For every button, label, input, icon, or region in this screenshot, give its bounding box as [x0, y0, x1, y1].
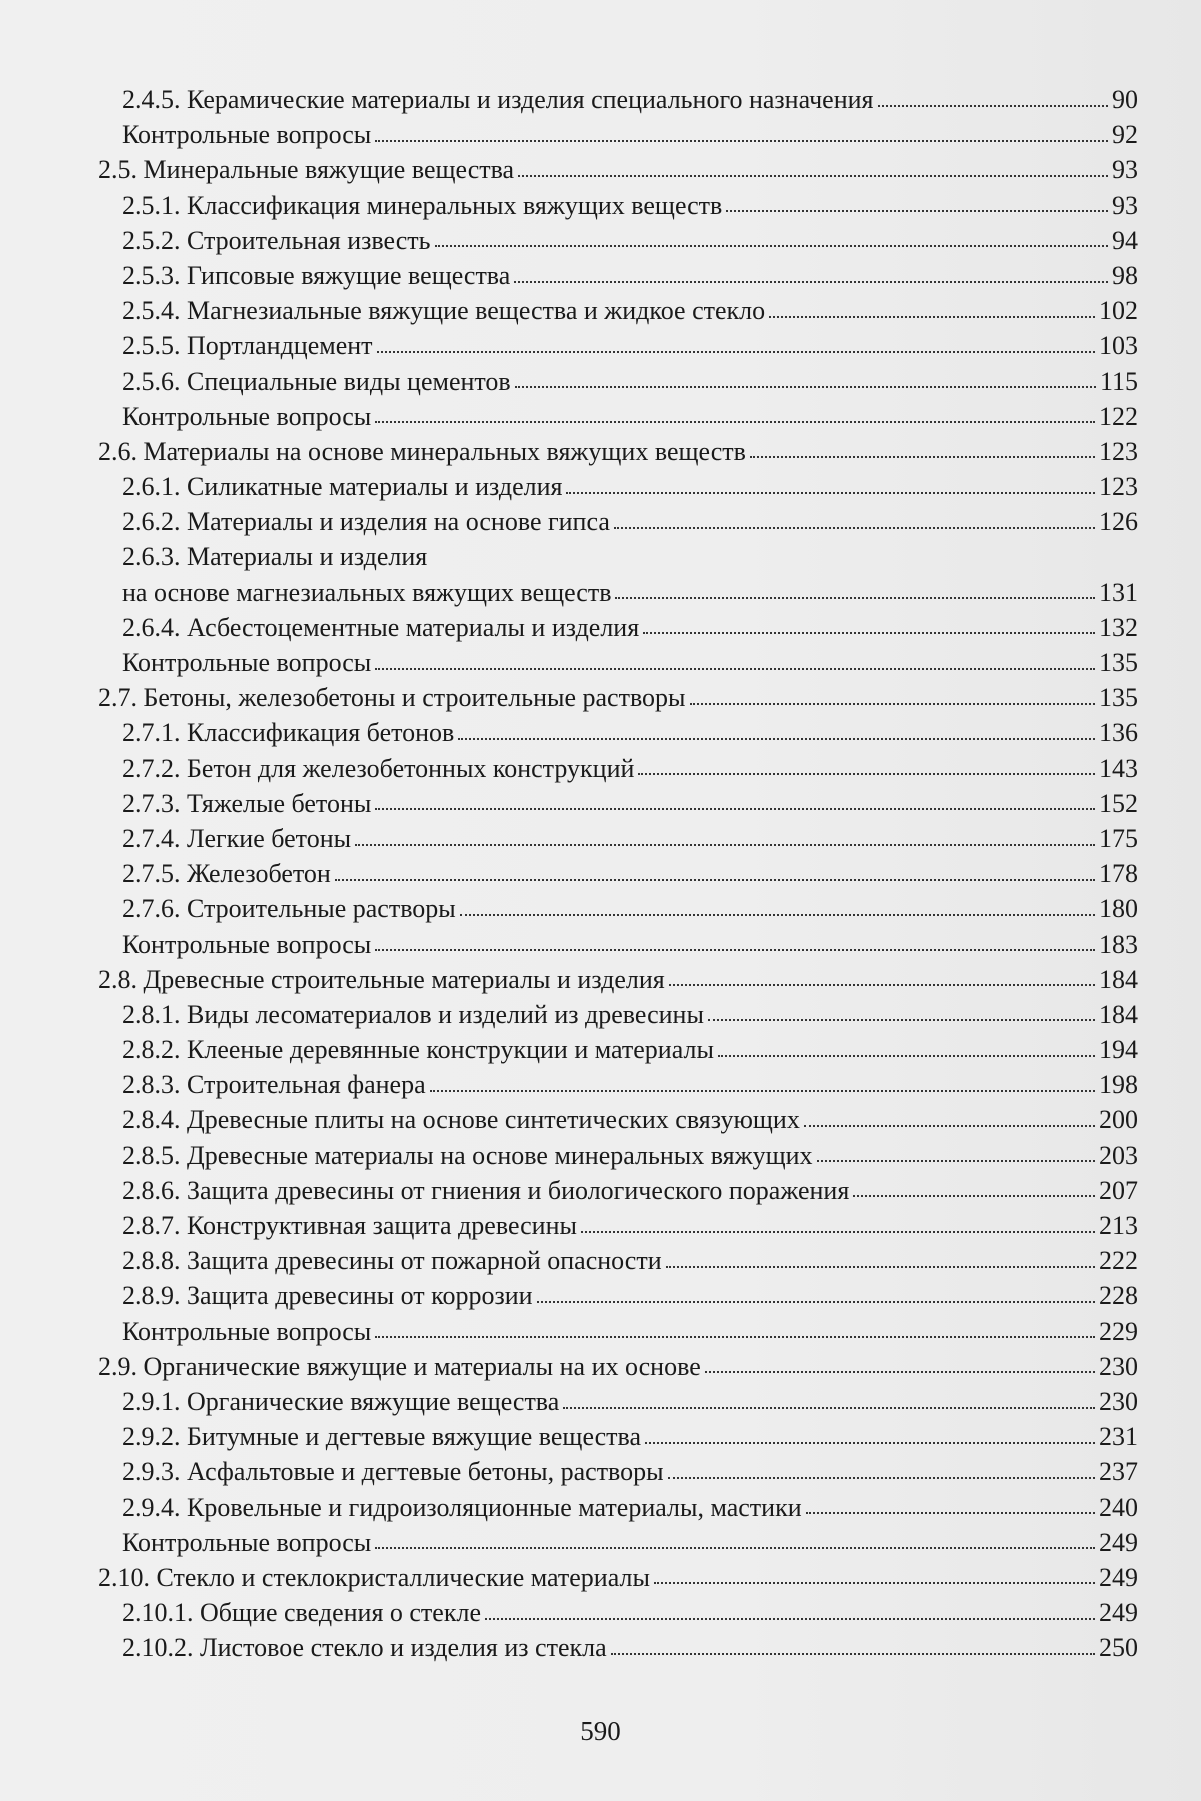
toc-entry-page: 184: [1099, 999, 1138, 1029]
page-number: 590: [580, 1716, 621, 1746]
toc-entry-page: 231: [1099, 1422, 1138, 1452]
dot-leader: [705, 1371, 1095, 1373]
toc-entry-title: 2.8.9. Защита древесины от коррозии: [122, 1281, 533, 1311]
toc-entry-page: 94: [1112, 225, 1138, 255]
toc-entry-title: Контрольные вопросы: [122, 1527, 372, 1557]
toc-entry-title: 2.9.1. Органические вяжущие вещества: [122, 1386, 560, 1416]
dot-leader: [611, 1653, 1095, 1655]
toc-entry-title: 2.8.8. Защита древесины от пожарной опасности: [122, 1246, 662, 1276]
toc-entry: [98, 223, 1138, 258]
dot-leader: [518, 175, 1108, 177]
toc-entry-title: 2.6. Материалы на основе минеральных вяжущих веществ: [98, 436, 746, 466]
toc-entry: [98, 364, 1138, 399]
toc-entry: [98, 856, 1138, 891]
toc-entry-page: 228: [1099, 1281, 1138, 1311]
toc-entry-title: 2.7. Бетоны, железобетоны и строительные растворы: [98, 683, 686, 713]
dot-leader: [638, 773, 1095, 775]
toc-entry-title: 2.7.1. Классификация бетонов: [122, 718, 455, 748]
toc-entry-title: 2.5.4. Магнезиальные вяжущие вещества и жидкое стекло: [122, 296, 766, 326]
dot-leader: [878, 105, 1109, 107]
toc-entry-page: 180: [1099, 894, 1138, 924]
toc-entry-title: на основе магнезиальных вяжущих веществ: [122, 577, 612, 607]
dot-leader: [669, 984, 1095, 986]
dot-leader: [375, 1336, 1095, 1338]
dot-leader: [718, 1055, 1095, 1057]
toc-entry: [98, 997, 1138, 1032]
toc-entry: [98, 1454, 1138, 1489]
toc-entry: [98, 1173, 1138, 1208]
toc-entry-page: 249: [1099, 1598, 1138, 1628]
toc-entry-page: 102: [1099, 296, 1138, 326]
toc-entry: [98, 258, 1138, 293]
dot-leader: [485, 1618, 1095, 1620]
toc-entry-page: 249: [1099, 1562, 1138, 1592]
toc-entry: [98, 1560, 1138, 1595]
toc-entry: [98, 610, 1138, 645]
dot-leader: [581, 1231, 1095, 1233]
toc-entry-page: 126: [1099, 507, 1138, 537]
toc-entry-title: 2.7.6. Строительные растворы: [122, 894, 456, 924]
toc-entry-page: 194: [1099, 1035, 1138, 1065]
toc-entry: [98, 328, 1138, 363]
toc-entry-title: 2.10. Стекло и стеклокристаллические материалы: [98, 1562, 650, 1592]
toc-entry: [98, 1138, 1138, 1173]
toc-entry-title: 2.5.3. Гипсовые вяжущие вещества: [122, 260, 511, 290]
toc-entry-title: 2.8.6. Защита древесины от гниения и биологического поражения: [122, 1175, 850, 1205]
toc-entry-title: 2.5.5. Портландцемент: [122, 331, 373, 361]
toc-entry-title: 2.8.4. Древесные плиты на основе синтетических связующих: [122, 1105, 800, 1135]
dot-leader: [817, 1160, 1095, 1162]
toc-entry-title: Контрольные вопросы: [122, 120, 372, 150]
toc-entry-title: 2.6.3. Материалы и изделия: [122, 542, 428, 572]
toc-entry: [98, 188, 1138, 223]
toc-entry-page: 123: [1099, 436, 1138, 466]
table-of-contents: [98, 82, 1138, 1665]
dot-leader: [375, 949, 1095, 951]
toc-entry: [98, 293, 1138, 328]
dot-leader: [804, 1125, 1095, 1127]
toc-entry-title: 2.5.1. Классификация минеральных вяжущих веществ: [122, 190, 723, 220]
toc-entry-title: 2.9. Органические вяжущие и материалы на их основе: [98, 1351, 701, 1381]
toc-entry: [98, 575, 1138, 610]
toc-entry-title: 2.8.2. Клееные деревянные конструкции и материалы: [122, 1035, 714, 1065]
toc-entry-page: 135: [1099, 648, 1138, 677]
toc-entry-title: Контрольные вопросы: [122, 929, 372, 959]
toc-entry-page: 250: [1099, 1633, 1138, 1663]
toc-entry-page: 143: [1099, 753, 1138, 783]
toc-entry-title: 2.7.4. Легкие бетоны: [122, 823, 352, 853]
dot-leader: [563, 1407, 1095, 1409]
toc-entry-page: 240: [1099, 1492, 1138, 1522]
toc-entry: [98, 152, 1138, 187]
toc-entry-title: 2.6.2. Материалы и изделия на основе гипса: [122, 507, 610, 537]
toc-entry-page: 92: [1112, 120, 1138, 150]
toc-entry-page: 178: [1099, 859, 1138, 889]
toc-entry-title: 2.5.2. Строительная известь: [122, 225, 431, 255]
dot-leader: [614, 527, 1095, 529]
toc-entry-title: 2.9.3. Асфальтовые и дегтевые бетоны, растворы: [122, 1457, 664, 1487]
toc-entry-page: 90: [1112, 85, 1138, 114]
dot-leader: [458, 738, 1095, 740]
dot-leader: [666, 1266, 1095, 1268]
dot-leader: [375, 1547, 1095, 1549]
toc-entry-title: 2.9.2. Битумные и дегтевые вяжущие вещества: [122, 1422, 642, 1452]
toc-entry: [98, 1419, 1138, 1454]
toc-entry-page: 131: [1099, 577, 1138, 607]
dot-leader: [654, 1582, 1095, 1584]
toc-entry-title: 2.6.1. Силикатные материалы и изделия: [122, 472, 563, 502]
toc-entry: [98, 751, 1138, 786]
toc-entry-page: 103: [1099, 331, 1138, 361]
toc-entry-page: 237: [1099, 1457, 1138, 1487]
toc-entry: [98, 504, 1138, 539]
toc-entry-page: 122: [1099, 401, 1138, 431]
toc-entry: [98, 786, 1138, 821]
dot-leader: [566, 492, 1095, 494]
toc-entry: [98, 1102, 1138, 1137]
toc-entry: [98, 1630, 1138, 1665]
toc-entry-title: 2.8.1. Виды лесоматериалов и изделий из древесины: [122, 999, 704, 1029]
toc-entry-page: 230: [1099, 1351, 1138, 1381]
toc-entry: [98, 1349, 1138, 1384]
dot-leader: [355, 844, 1095, 846]
toc-entry-page: 98: [1112, 260, 1138, 290]
dot-leader: [430, 1090, 1095, 1092]
toc-entry-title: 2.9.4. Кровельные и гидроизоляционные материалы, мастики: [122, 1492, 802, 1522]
dot-leader: [645, 1442, 1095, 1444]
toc-entry-page: 183: [1099, 929, 1138, 959]
toc-entry: [98, 645, 1138, 680]
toc-entry-page: 93: [1112, 190, 1138, 220]
dot-leader: [806, 1512, 1095, 1514]
dot-leader: [690, 703, 1095, 705]
toc-entry-page: 213: [1099, 1211, 1138, 1240]
toc-entry: [98, 1243, 1138, 1278]
dot-leader: [853, 1195, 1095, 1197]
dot-leader: [750, 456, 1095, 458]
toc-entry-page: 136: [1099, 718, 1138, 748]
toc-entry: [98, 1032, 1138, 1067]
toc-entry-title: 2.7.5. Железобетон: [122, 859, 331, 889]
dot-leader: [708, 1019, 1095, 1021]
toc-entry: [98, 1278, 1138, 1313]
toc-entry-title: 2.4.5. Керамические материалы и изделия специального назначения: [122, 85, 874, 114]
toc-entry-page: 135: [1099, 683, 1138, 713]
toc-entry-page: 249: [1099, 1527, 1138, 1557]
toc-entry-page: 123: [1099, 472, 1138, 502]
dot-leader: [460, 914, 1095, 916]
toc-entry: [98, 1208, 1138, 1243]
toc-entry-title: 2.7.2. Бетон для железобетонных конструкций: [122, 753, 635, 783]
toc-entry-page: 132: [1099, 612, 1138, 642]
toc-entry-title: 2.10.1. Общие сведения о стекле: [122, 1598, 481, 1628]
toc-entry: [98, 1067, 1138, 1102]
toc-entry-page: 229: [1099, 1316, 1138, 1346]
toc-entry-title: 2.6.4. Асбестоцементные материалы и изделия: [122, 612, 640, 642]
toc-entry: [98, 821, 1138, 856]
toc-entry-page: 115: [1099, 366, 1138, 396]
toc-entry: [98, 891, 1138, 926]
toc-entry-title: Контрольные вопросы: [122, 1316, 372, 1346]
dot-leader: [514, 281, 1108, 283]
toc-entry: [98, 1314, 1138, 1349]
toc-entry: [98, 927, 1138, 962]
toc-entry-page: 222: [1099, 1246, 1138, 1276]
dot-leader: [769, 316, 1095, 318]
toc-entry: [98, 1490, 1138, 1525]
toc-entry-title: 2.8. Древесные строительные материалы и изделия: [98, 964, 665, 994]
toc-entry: [98, 1595, 1138, 1630]
toc-entry: [98, 434, 1138, 469]
toc-entry-page: 207: [1099, 1175, 1138, 1205]
dot-leader: [375, 808, 1095, 810]
dot-leader: [375, 668, 1095, 670]
toc-entry-page: 175: [1099, 823, 1138, 853]
toc-entry-page: 152: [1099, 788, 1138, 818]
toc-entry-title: 2.8.7. Конструктивная защита древесины: [122, 1211, 577, 1240]
toc-entry-page: 200: [1099, 1105, 1138, 1135]
toc-entry-page: 203: [1099, 1140, 1138, 1170]
toc-entry-title: 2.5. Минеральные вяжущие вещества: [98, 155, 515, 185]
dot-leader: [615, 597, 1095, 599]
dot-leader: [515, 386, 1096, 388]
toc-entry-page: 184: [1099, 964, 1138, 994]
toc-entry: [98, 962, 1138, 997]
dot-leader: [668, 1477, 1095, 1479]
dot-leader: [537, 1301, 1095, 1303]
toc-entry: [98, 1384, 1138, 1419]
dot-leader: [375, 140, 1108, 142]
dot-leader: [643, 632, 1095, 634]
toc-entry-title: 2.8.5. Древесные материалы на основе минеральных вяжущих: [122, 1140, 813, 1170]
toc-entry: [98, 539, 1138, 574]
toc-entry: [98, 469, 1138, 504]
dot-leader: [375, 421, 1095, 423]
toc-entry-title: Контрольные вопросы: [122, 648, 372, 677]
toc-entry: [98, 117, 1138, 152]
dot-leader: [377, 351, 1095, 353]
toc-entry-page: 230: [1099, 1386, 1138, 1416]
toc-entry-title: 2.10.2. Листовое стекло и изделия из стекла: [122, 1633, 607, 1663]
toc-entry-title: 2.8.3. Строительная фанера: [122, 1070, 426, 1100]
toc-entry-title: Контрольные вопросы: [122, 401, 372, 431]
toc-entry: [98, 82, 1138, 117]
toc-entry-page: 198: [1099, 1070, 1138, 1100]
toc-entry: [98, 715, 1138, 750]
toc-entry: [98, 1525, 1138, 1560]
dot-leader: [726, 210, 1108, 212]
dot-leader: [335, 879, 1095, 881]
toc-entry: [98, 680, 1138, 715]
toc-entry-title: 2.7.3. Тяжелые бетоны: [122, 788, 372, 818]
toc-entry-title: 2.5.6. Специальные виды цементов: [122, 366, 511, 396]
dot-leader: [435, 245, 1109, 247]
toc-entry-page: 93: [1112, 155, 1138, 185]
toc-entry: [98, 399, 1138, 434]
